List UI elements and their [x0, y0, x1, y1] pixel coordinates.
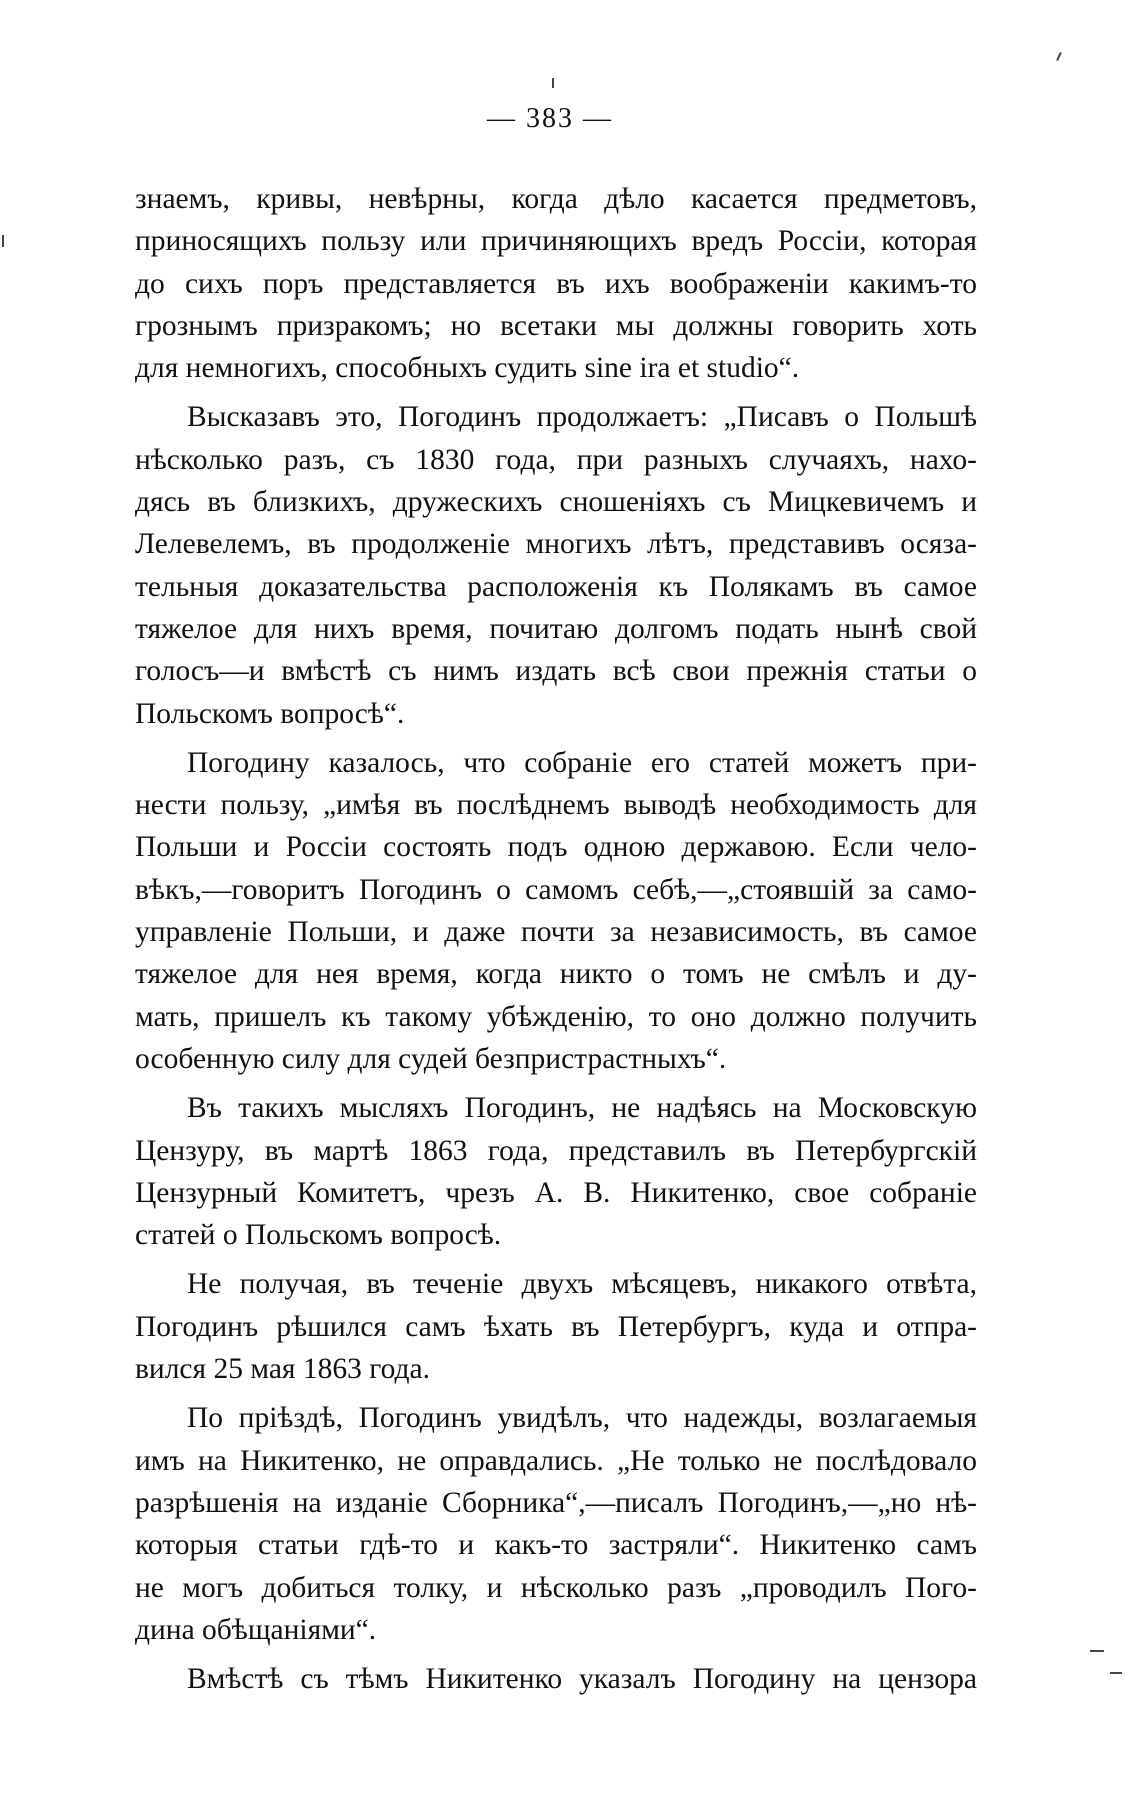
text-line: знаемъ, кривы, невѣрны, когда дѣло касается предметовъ, [135, 183, 977, 215]
text-line: имъ на Никитенко, не оправдались. „Не только не послѣдовало [135, 1444, 977, 1477]
text-line: тяжелое для нея время, когда никто о томъ не смѣлъ и ду- [135, 958, 977, 991]
text-line: Лелевелемъ, въ продолженіе многихъ лѣтъ, представивъ осяза- [135, 528, 977, 561]
text-line: Въ такихъ мысляхъ Погодинъ, не надѣясь на Московскую [187, 1092, 977, 1125]
text-line: тяжелое для нихъ время, почитаю долгомъ подать нынѣ свой [135, 612, 977, 645]
text-line: Цензурный Комитетъ, чрезъ А. В. Никитенко, свое собраніе [135, 1176, 977, 1209]
paragraph-3 [135, 742, 977, 1080]
paragraph-5 [135, 1263, 977, 1390]
paragraph-2 [135, 396, 977, 734]
text-line: дина обѣщаніями“. [135, 1613, 377, 1646]
scan-speck [1090, 1650, 1104, 1652]
text-line: для немногихъ, способныхъ судить sine ira et studio“. [135, 352, 800, 385]
paragraph-6 [135, 1397, 977, 1651]
page-number: — 383 — [487, 103, 613, 134]
paragraph-4 [135, 1087, 977, 1256]
text-line: статей о Польскомъ вопросѣ. [135, 1219, 502, 1252]
text-line: которыя статьи гдѣ-то и какъ-то застряли“. Никитенко самъ [135, 1529, 977, 1562]
text-line: Высказавъ это, Погодинъ продолжаетъ: „Писавъ о Польшѣ [187, 401, 977, 434]
text-line: Вмѣстѣ съ тѣмъ Никитенко указалъ Погодину на цензора [187, 1663, 977, 1696]
text-line: Не получая, въ теченіе двухъ мѣсяцевъ, никакого отвѣта, [187, 1268, 977, 1301]
text-line: Цензуру, въ мартѣ 1863 года, представилъ въ Петербургскій [135, 1134, 977, 1167]
text-line: мать, пришелъ къ такому убѣжденію, то оно должно получить [135, 1000, 977, 1033]
text-line: грознымъ призракомъ; но всетаки мы должны говорить хоть [135, 309, 977, 342]
text-line: тельныя доказательства расположенія къ Полякамъ въ самое [135, 570, 977, 603]
text-line: особенную силу для судей безпристрастныхъ“. [135, 1042, 727, 1075]
scan-speck [2, 235, 4, 247]
text-line: приносящихъ пользу или причиняющихъ вредъ Россіи, которая [135, 225, 977, 258]
text-line: разрѣшенія на изданіе Сборника“,—писалъ Погодинъ,—„но нѣ- [135, 1486, 977, 1519]
text-line: нести пользу, „имѣя въ послѣднемъ выводѣ необходимость для [135, 789, 977, 822]
paragraph-1 [135, 178, 977, 389]
text-line: Польши и Россіи состоять подъ одною державою. Если чело- [135, 831, 977, 864]
body-text [135, 178, 977, 1707]
text-line: Погодину казалось, что собраніе его статей можетъ при- [187, 746, 977, 779]
scan-speck [1056, 52, 1062, 61]
scan-speck [552, 78, 554, 88]
text-line: нѣсколько разъ, съ 1830 года, при разныхъ случаяхъ, нахо- [135, 443, 977, 476]
text-line: Польскомъ вопросѣ“. [135, 697, 405, 730]
text-line: управленіе Польши, и даже почти за независимость, въ самое [135, 916, 977, 949]
text-line: вился 25 мая 1863 года. [135, 1353, 430, 1386]
text-line: Погодинъ рѣшился самъ ѣхать въ Петербургъ, куда и отпра- [135, 1310, 977, 1343]
text-line: вѣкъ,—говоритъ Погодинъ о самомъ себѣ,—„стоявшій за само- [135, 873, 977, 906]
text-line: По пріѣздѣ, Погодинъ увидѣлъ, что надежды, возлагаемыя [187, 1402, 977, 1435]
text-line: дясь въ близкихъ, дружескихъ сношеніяхъ съ Мицкевичемъ и [135, 486, 977, 519]
text-line: голосъ—и вмѣстѣ съ нимъ издать всѣ свои прежнія статьи о [135, 655, 977, 688]
text-line: не могъ добиться толку, и нѣсколько разъ „проводилъ Пого- [135, 1571, 977, 1604]
text-line: до сихъ поръ представляется въ ихъ воображеніи какимъ-то [135, 267, 977, 300]
scan-speck [1110, 1672, 1122, 1674]
paragraph-7 [135, 1658, 977, 1700]
